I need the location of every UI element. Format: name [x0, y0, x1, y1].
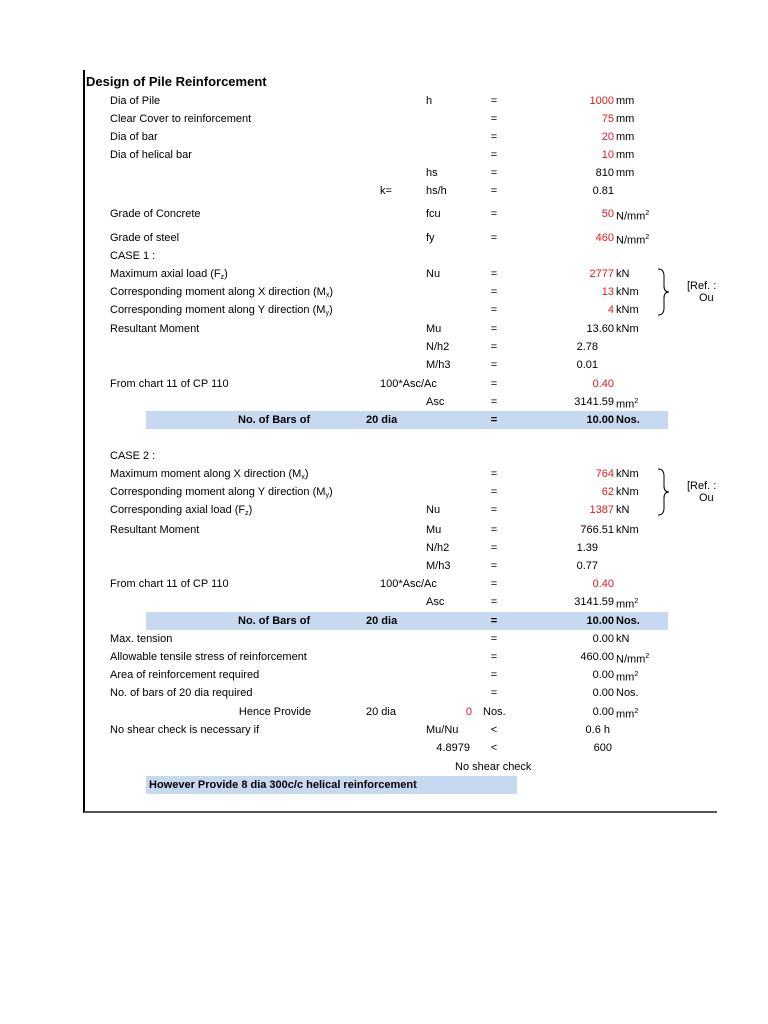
case1-nh2	[0, 338, 768, 356]
superscript: 2	[634, 671, 639, 678]
value: 1.39	[576, 542, 598, 554]
row-area-required	[0, 666, 768, 684]
value: 75	[601, 113, 614, 125]
case2-mu	[0, 521, 768, 539]
equals: =	[490, 687, 498, 699]
value: 2.78	[576, 341, 598, 353]
equals: =	[490, 651, 498, 663]
case1-bars-band	[146, 411, 668, 429]
label: No. of bars of 20 dia required	[110, 687, 253, 699]
unit: kNm	[616, 304, 639, 316]
unit: kNm	[616, 323, 639, 335]
equals: =	[490, 341, 498, 353]
value: 1000	[589, 95, 614, 107]
value: 10.00	[586, 615, 614, 627]
final-note-band	[146, 776, 517, 794]
value: 0.40	[592, 578, 614, 590]
row-shear-condition	[0, 721, 768, 739]
equals: =	[490, 167, 498, 179]
value: 810	[595, 167, 614, 179]
label: From chart 11 of CP 110	[110, 378, 229, 390]
superscript: 2	[645, 653, 650, 660]
case2-reference	[687, 480, 716, 504]
unit: kN	[616, 504, 630, 516]
row-shear-result	[0, 758, 768, 776]
unit: mm	[616, 167, 635, 179]
unit-text: mm	[616, 598, 635, 611]
equals: =	[490, 615, 498, 627]
case1-mh3	[0, 356, 768, 374]
equals: =	[490, 414, 498, 426]
symbol: M/h3	[426, 359, 451, 371]
case2-my	[0, 483, 768, 501]
right-brace-icon	[656, 468, 672, 516]
value: 20	[601, 131, 614, 143]
row-hs	[0, 164, 768, 182]
superscript: 2	[645, 234, 650, 241]
label: From chart 11 of CP 110	[110, 578, 229, 590]
row-dia-helical	[0, 146, 768, 164]
unit-text: N/mm	[616, 653, 646, 666]
case2-mh3	[0, 557, 768, 575]
label-text: Corresponding moment along Y direction (M	[110, 486, 326, 498]
unit: mm	[616, 113, 635, 125]
row-shear-values	[0, 739, 768, 757]
case1-asc	[0, 393, 768, 411]
symbol: hs	[426, 167, 438, 179]
equals: =	[490, 149, 498, 161]
value: 10	[601, 149, 614, 161]
unit: mm	[616, 95, 635, 107]
case1-my	[0, 301, 768, 319]
case2-heading	[0, 447, 768, 465]
equals: =	[490, 113, 498, 125]
label: Grade of Concrete	[110, 208, 201, 220]
dia: 20 dia	[366, 414, 398, 426]
label: Dia of Pile	[110, 95, 161, 107]
right-brace-icon	[656, 268, 672, 316]
row-dia-bar	[0, 128, 768, 146]
ref-line2: Ou	[699, 492, 714, 504]
value: 0.01	[576, 359, 598, 371]
result: No shear check	[455, 761, 532, 773]
label: Maximum moment along X direction $(M_x)$	[110, 468, 309, 481]
value: 50	[601, 208, 614, 220]
value: 62	[601, 486, 614, 498]
row-fcu	[0, 205, 768, 223]
ref-line2: Ou	[699, 292, 714, 304]
symbol: Nu	[426, 268, 441, 280]
case2-bars-band	[146, 612, 668, 630]
label: Corresponding moment along Y direction $(M_y)$	[110, 486, 333, 499]
label: Allowable tensile stress of reinforcement	[110, 651, 307, 663]
value: 766.51	[580, 524, 614, 536]
unit: kN	[616, 633, 630, 645]
value: 0.00	[592, 633, 614, 645]
case2-asc	[0, 593, 768, 611]
page-title: Design of Pile Reinforcement	[86, 74, 267, 89]
value: 1387	[589, 504, 614, 516]
symbol: Asc	[426, 396, 445, 408]
equals: =	[490, 232, 498, 244]
symbol: N/h2	[426, 341, 450, 353]
unit: kNm	[616, 524, 639, 536]
case1-reference	[687, 280, 716, 304]
subscript: y	[325, 310, 329, 317]
row-k	[0, 182, 768, 200]
value: 2777	[589, 268, 614, 280]
rhs: 0.6 h	[585, 724, 610, 736]
subscript: x	[301, 474, 305, 481]
equals: =	[490, 596, 498, 608]
label-text: Corresponding axial load (F	[110, 504, 246, 516]
heading: CASE 1 :	[110, 250, 156, 262]
equals: =	[490, 185, 498, 197]
superscript: 2	[645, 210, 650, 217]
case1-chart	[0, 375, 768, 393]
label: Hence Provide	[238, 706, 312, 718]
row-max-tension	[0, 630, 768, 648]
case1-mx	[0, 283, 768, 301]
unit: kNm	[616, 486, 639, 498]
unit: kN	[616, 268, 630, 280]
count: 0	[465, 706, 472, 718]
label: Dia of helical bar	[110, 149, 192, 161]
case2-axial	[0, 501, 768, 519]
unit-text: N/mm	[616, 210, 646, 223]
symbol: Mu	[426, 323, 442, 335]
subscript: z	[245, 510, 249, 517]
symbol: Mu	[426, 524, 442, 536]
equals: =	[490, 304, 498, 316]
equals: =	[490, 208, 498, 220]
operator: <	[490, 724, 498, 736]
label: Corresponding axial load $(F_z)$	[110, 504, 253, 517]
equals: =	[490, 286, 498, 298]
value: 4	[607, 304, 614, 316]
value: 0.81	[592, 185, 614, 197]
value: 10.00	[586, 414, 614, 426]
unit	[616, 593, 638, 614]
label: Area of reinforcement required	[110, 669, 260, 681]
equals: =	[490, 560, 498, 572]
value: 460	[595, 232, 614, 244]
label: Clear Cover to reinforcement	[110, 113, 252, 125]
dia: 20 dia	[366, 706, 396, 718]
superscript: 2	[634, 398, 639, 405]
value: 3141.59	[574, 396, 614, 408]
label: Grade of steel	[110, 232, 180, 244]
equals: =	[490, 542, 498, 554]
unit: kNm	[616, 468, 639, 480]
equals: =	[490, 378, 498, 390]
label: No. of Bars of	[238, 414, 311, 426]
label-text: Corresponding moment along Y direction (M	[110, 304, 326, 316]
equals: =	[490, 323, 498, 335]
row-allowable-stress	[0, 648, 768, 666]
unit-text: mm	[616, 398, 635, 411]
symbol: Asc	[426, 596, 445, 608]
label: Max. tension	[110, 633, 173, 645]
value: 13	[601, 286, 614, 298]
symbol: fy	[426, 232, 435, 244]
symbol: hs/h	[426, 185, 447, 197]
rhs-value: 600	[593, 742, 612, 754]
subscript: z	[220, 274, 225, 281]
equals: =	[490, 95, 498, 107]
label-text: Corresponding moment along X direction (M	[110, 286, 326, 298]
equals: =	[490, 468, 498, 480]
label-text: Maximum axial load (F	[110, 268, 221, 280]
heading: CASE 2 :	[110, 450, 156, 462]
value: 764	[595, 468, 614, 480]
symbol: h	[426, 95, 433, 107]
equals: =	[490, 504, 498, 516]
value: 0.00	[592, 687, 614, 699]
symbol: M/h3	[426, 560, 451, 572]
dia: 20 dia	[366, 615, 398, 627]
unit-text: N/mm	[616, 234, 646, 247]
equals: =	[490, 524, 498, 536]
equals: =	[490, 669, 498, 681]
ref-line1: [Ref. :	[687, 480, 717, 492]
row-hence-provide	[0, 703, 768, 721]
unit-text: mm	[616, 671, 635, 684]
value: 13.60	[586, 323, 614, 335]
unit: Nos.	[616, 414, 640, 426]
superscript: 2	[634, 708, 639, 715]
label: Maximum axial load $(F_z)$	[110, 268, 228, 281]
label: Corresponding moment along X direction $(M_x)$	[110, 286, 333, 299]
row-fy	[0, 229, 768, 247]
symbol: N/h2	[426, 542, 450, 554]
ref-line1: [Ref. :	[687, 280, 717, 292]
label-text: Maximum moment along X direction (M	[110, 468, 302, 480]
unit: mm	[616, 149, 635, 161]
lhs: Mu/Nu	[426, 724, 459, 736]
case2-mx	[0, 465, 768, 483]
value: 0.77	[576, 560, 598, 572]
equals: =	[490, 396, 498, 408]
symbol: Nu	[426, 504, 441, 516]
label: No shear check is necessary if	[110, 724, 260, 736]
label: Corresponding moment along Y direction $(M_y)$	[110, 304, 333, 317]
case1-mu	[0, 320, 768, 338]
unit: Nos.	[616, 615, 640, 627]
unit-text: mm	[616, 708, 635, 721]
symbol: fcu	[426, 208, 441, 220]
equals: =	[490, 268, 498, 280]
unit	[616, 205, 649, 226]
value: 0.00	[592, 706, 614, 718]
equals: =	[490, 578, 498, 590]
value: 0.40	[592, 378, 614, 390]
value: 3141.59	[574, 596, 614, 608]
equals: =	[490, 131, 498, 143]
nos: Nos.	[483, 706, 506, 718]
case1-axial	[0, 265, 768, 283]
symbol: 100*Asc/Ac	[380, 578, 437, 590]
unit: Nos.	[616, 687, 639, 699]
value: 0.00	[592, 669, 614, 681]
label: Resultant Moment	[110, 323, 200, 335]
label: Dia of bar	[110, 131, 158, 143]
case2-chart	[0, 575, 768, 593]
label: No. of Bars of	[238, 615, 311, 627]
superscript: 2	[634, 598, 639, 605]
row-bars-required	[0, 684, 768, 702]
subscript: x	[325, 292, 330, 299]
final-note: However Provide 8 dia 300c/c helical reinforcement	[149, 779, 417, 791]
label: Resultant Moment	[110, 524, 200, 536]
lhs-value: 4.8979	[436, 742, 470, 754]
operator: <	[490, 742, 498, 754]
equals: =	[490, 359, 498, 371]
equals: =	[490, 486, 498, 498]
symbol: 100*Asc/Ac	[380, 378, 437, 390]
k-label: k=	[380, 185, 392, 197]
row-cover	[0, 110, 768, 128]
row-dia-pile	[0, 92, 768, 110]
case1-heading	[0, 247, 768, 265]
value: 460.00	[580, 651, 614, 663]
unit: mm	[616, 131, 635, 143]
unit: kNm	[616, 286, 639, 298]
case2-nh2	[0, 539, 768, 557]
subscript: y	[325, 492, 329, 499]
equals: =	[490, 633, 498, 645]
